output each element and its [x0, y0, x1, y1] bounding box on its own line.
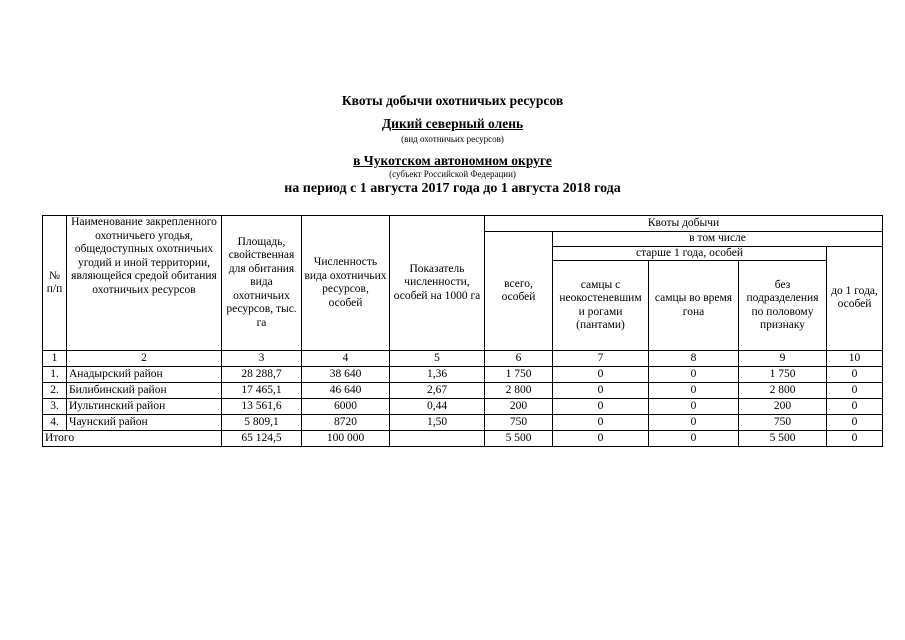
row-count: 8720	[302, 415, 390, 431]
total-row	[43, 431, 883, 447]
total-total: 5 500	[485, 431, 553, 447]
header-count: Численность вида охотничьих ресурсов, особей	[302, 216, 390, 351]
header-older: старше 1 года, особей	[553, 246, 827, 261]
row-no: 2.	[43, 383, 67, 399]
row-area: 5 809,1	[222, 415, 302, 431]
row-count: 6000	[302, 399, 390, 415]
total-density	[390, 431, 485, 447]
header-total: всего, особей	[485, 232, 553, 351]
column-number: 2	[67, 351, 222, 367]
row-males-rut: 0	[649, 399, 739, 415]
header-no: № п/п	[43, 216, 67, 351]
row-under1: 0	[827, 383, 883, 399]
row-name: Иультинский район	[67, 399, 222, 415]
row-males-antlers: 0	[553, 415, 649, 431]
row-count: 46 640	[302, 383, 390, 399]
region-name: в Чукотском автономном округе	[353, 153, 552, 168]
column-number: 5	[390, 351, 485, 367]
table-row	[43, 367, 883, 383]
header-quota: Квоты добычи	[485, 216, 883, 232]
row-no: 4.	[43, 415, 67, 431]
total-males-rut: 0	[649, 431, 739, 447]
row-density: 0,44	[390, 399, 485, 415]
region-note: (субъект Российской Федерации)	[389, 169, 516, 179]
row-name: Анадырский район	[67, 367, 222, 383]
table-row	[43, 399, 883, 415]
column-number: 6	[485, 351, 553, 367]
column-number-row	[43, 351, 883, 367]
row-density: 1,36	[390, 367, 485, 383]
row-under1: 0	[827, 415, 883, 431]
header-including: в том числе	[553, 232, 883, 247]
row-no-sex: 750	[739, 415, 827, 431]
row-name: Билибинский район	[67, 383, 222, 399]
row-under1: 0	[827, 367, 883, 383]
header-name: Наименование закрепленного охотничьего угодья, общедоступных охотничьих угодий и иной территории, являющейся средой обитания охотничьих ресурсов	[67, 216, 222, 351]
row-density: 1,50	[390, 415, 485, 431]
row-total: 1 750	[485, 367, 553, 383]
header-no-sex: без подразделения по половому признаку	[739, 261, 827, 351]
header-area: Площадь, свойственная для обитания вида охотничьих ресурсов, тыс. га	[222, 216, 302, 351]
row-males-rut: 0	[649, 367, 739, 383]
table-row	[43, 415, 883, 431]
header-under1: до 1 года, особей	[827, 246, 883, 351]
row-no: 1.	[43, 367, 67, 383]
header-males-rut: самцы во время гона	[649, 261, 739, 351]
row-area: 17 465,1	[222, 383, 302, 399]
row-count: 38 640	[302, 367, 390, 383]
row-no: 3.	[43, 399, 67, 415]
total-males-antlers: 0	[553, 431, 649, 447]
row-no-sex: 200	[739, 399, 827, 415]
column-number: 7	[553, 351, 649, 367]
row-no-sex: 1 750	[739, 367, 827, 383]
total-area: 65 124,5	[222, 431, 302, 447]
header-males-antlers: самцы с неокостеневшим и рогами (пантами)	[553, 261, 649, 351]
column-number: 4	[302, 351, 390, 367]
column-number: 3	[222, 351, 302, 367]
total-under1: 0	[827, 431, 883, 447]
period: на период с 1 августа 2017 года до 1 августа 2018 года	[284, 181, 621, 196]
row-males-rut: 0	[649, 415, 739, 431]
total-no-sex: 5 500	[739, 431, 827, 447]
row-males-antlers: 0	[553, 399, 649, 415]
total-count: 100 000	[302, 431, 390, 447]
total-label: Итого	[43, 431, 222, 447]
row-males-antlers: 0	[553, 383, 649, 399]
row-males-rut: 0	[649, 383, 739, 399]
row-total: 200	[485, 399, 553, 415]
resource-name: Дикий северный олень	[381, 116, 524, 131]
row-name: Чаунский район	[67, 415, 222, 431]
row-no-sex: 2 800	[739, 383, 827, 399]
column-number: 8	[649, 351, 739, 367]
row-under1: 0	[827, 399, 883, 415]
row-total: 2 800	[485, 383, 553, 399]
row-males-antlers: 0	[553, 367, 649, 383]
row-total: 750	[485, 415, 553, 431]
resource-note: (вид охотничьих ресурсов)	[401, 134, 504, 144]
document-title: Квоты добычи охотничьих ресурсов	[341, 93, 564, 108]
column-number: 1	[43, 351, 67, 367]
column-number: 10	[827, 351, 883, 367]
header-density: Показатель численности, особей на 1000 га	[390, 216, 485, 351]
row-area: 28 288,7	[222, 367, 302, 383]
row-area: 13 561,6	[222, 399, 302, 415]
table-row	[43, 383, 883, 399]
row-density: 2,67	[390, 383, 485, 399]
quota-table	[42, 215, 883, 447]
column-number: 9	[739, 351, 827, 367]
